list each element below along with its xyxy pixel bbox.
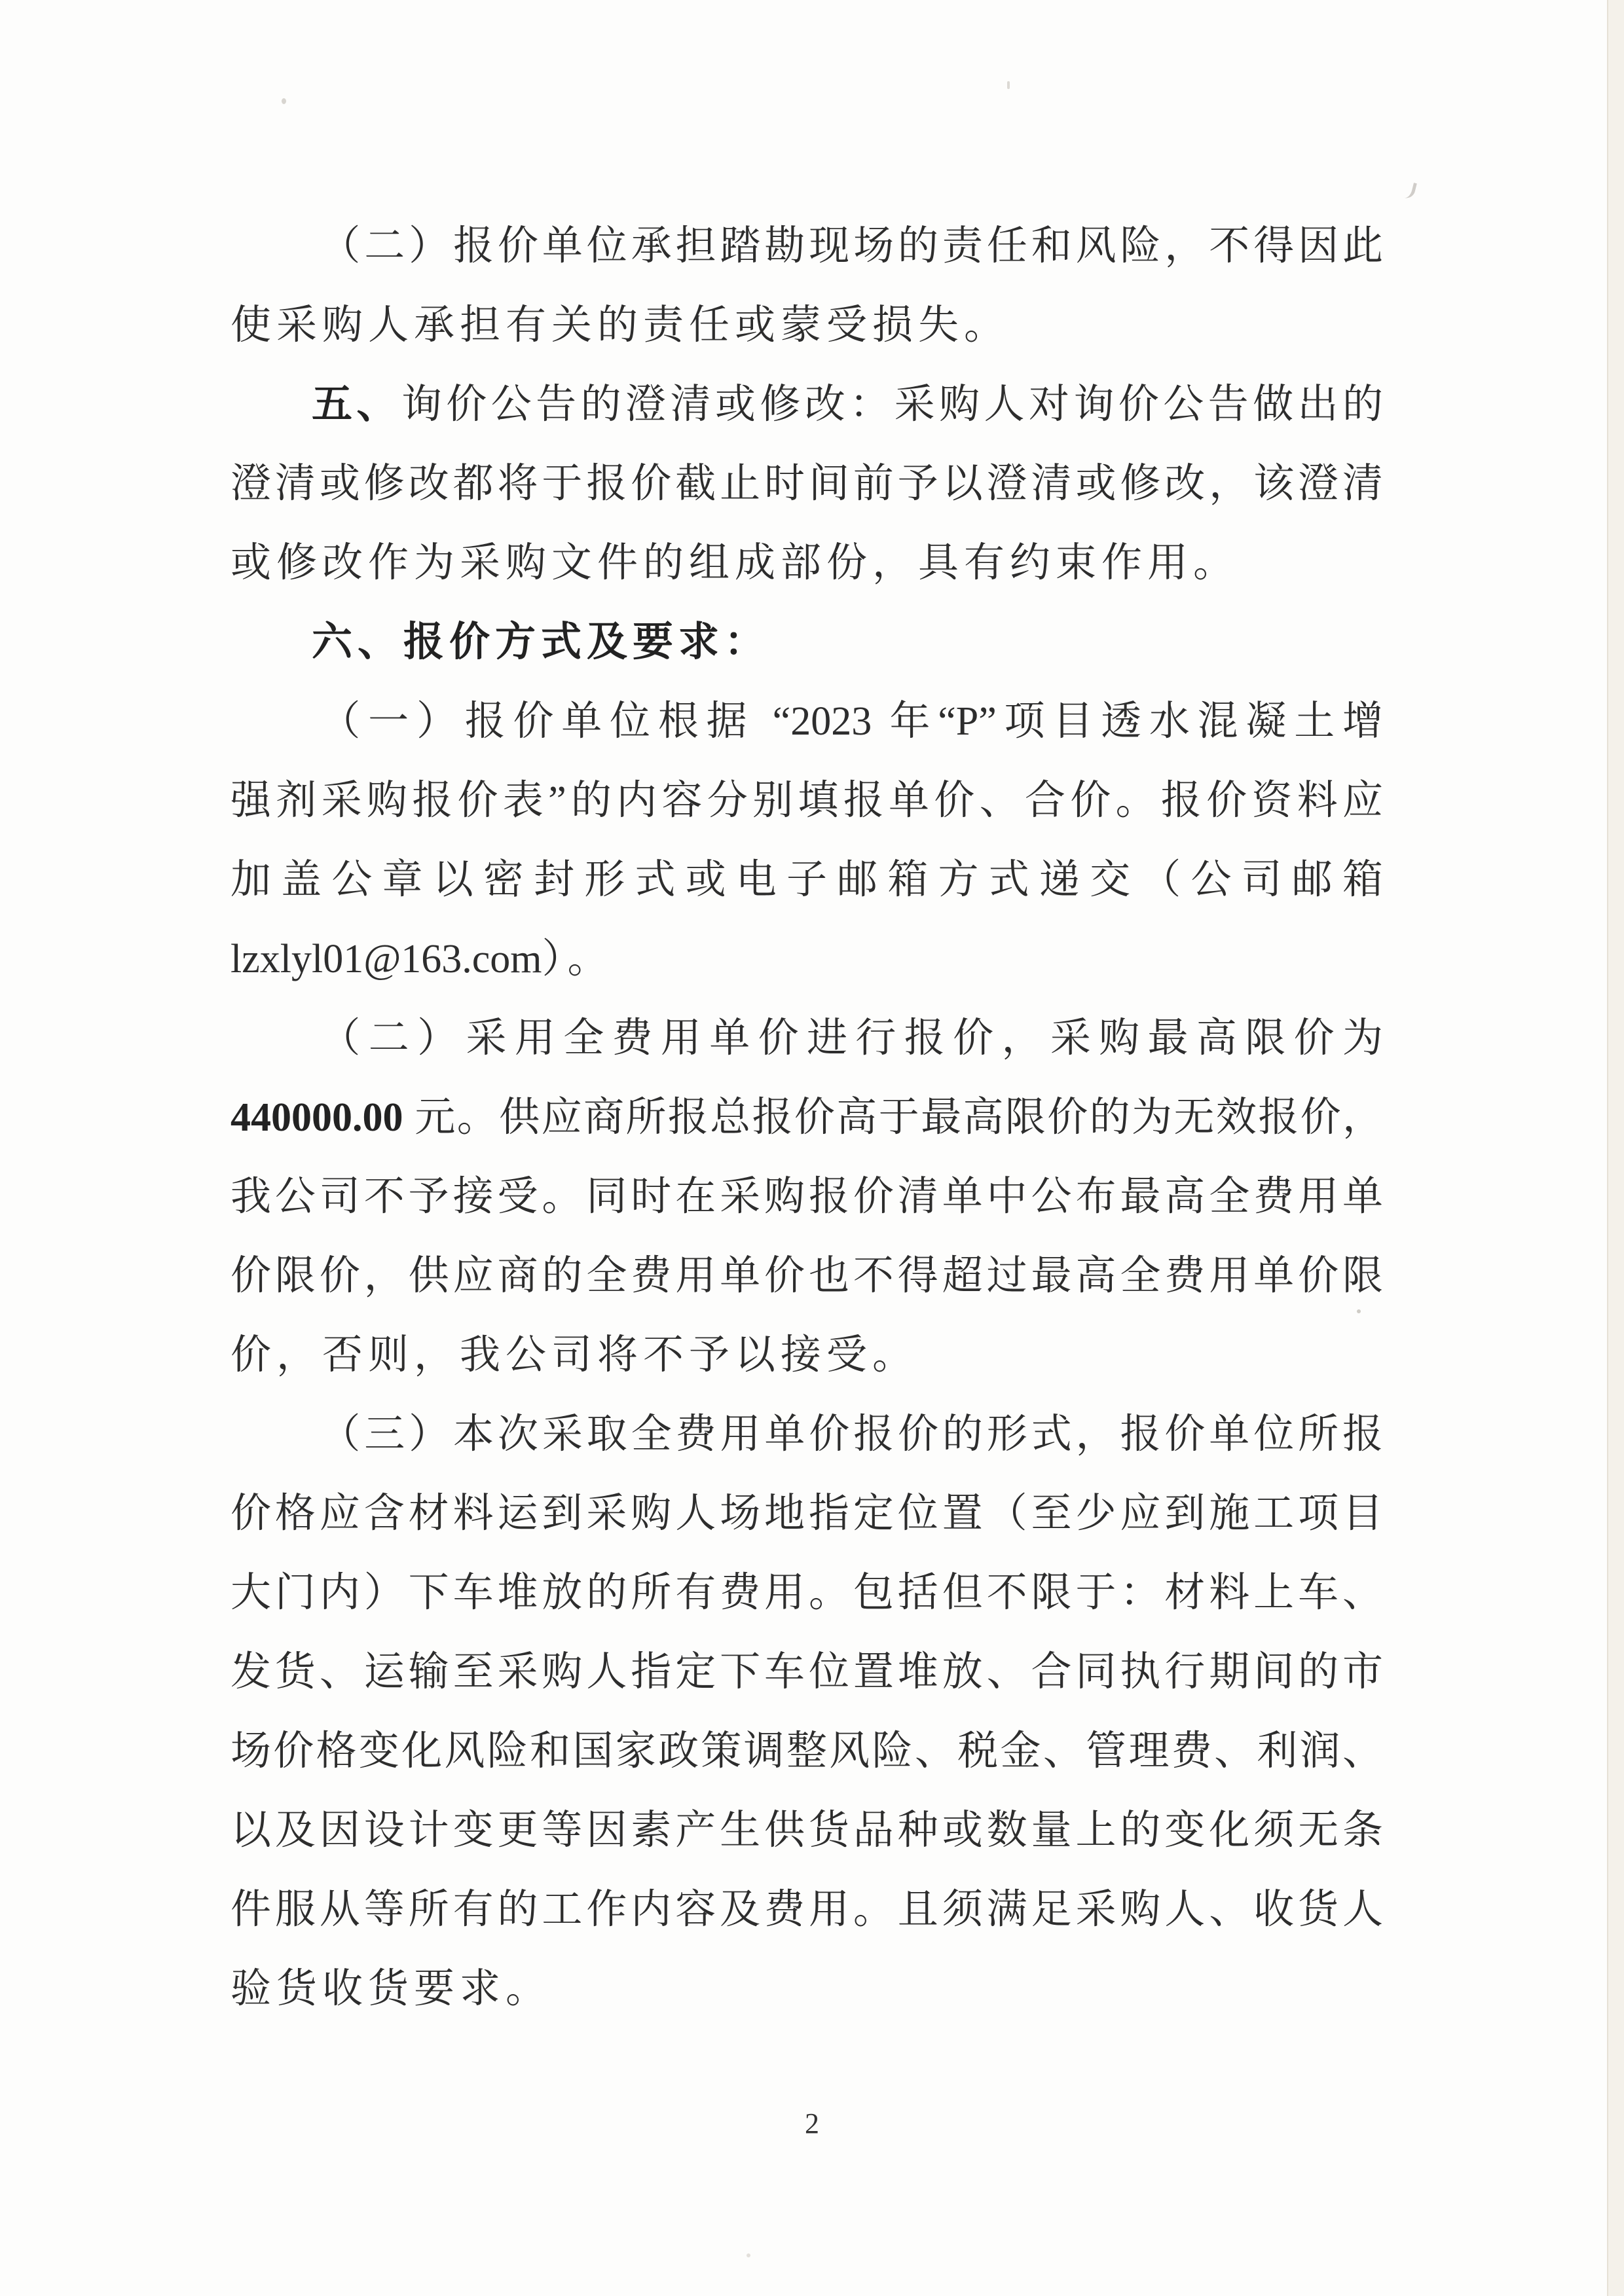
text-block [231,207,1383,2029]
text-segment: （二）报价单位承担踏勘现场的责任和风险，不得因此 [320,224,1383,268]
email-address: lzxlyl01@163.com [231,937,542,981]
max-price-amount: 440000.00 [231,1095,403,1140]
scan-artifact [1007,81,1010,89]
text-segment: 六、报价方式及要求： [312,620,771,665]
text-line [231,365,1383,445]
text-line [231,999,1383,1078]
text-line [231,603,1383,682]
text-line [231,1316,1383,1395]
text-line [231,841,1383,920]
text-line [231,524,1383,603]
text-segment: 场价格变化风险和国家政策调整风险、税金、管理费、利润、 [231,1729,1383,1774]
text-segment: 大门内）下车堆放的所有费用。包括但不限于：材料上车、 [231,1571,1383,1615]
text-segment: 或修改作为采购文件的组成部份，具有约束作用。 [231,541,1240,585]
text-line [231,1950,1383,2029]
text-line [231,1870,1383,1950]
text-segment: 元。供应商所报总报价高于最高限价的为无效报价， [403,1095,1383,1140]
text-segment: 价，否则，我公司将不予以接受。 [231,1333,919,1377]
text-segment: （三）本次采取全费用单价报价的形式，报价单位所报 [320,1412,1383,1457]
text-segment: 澄清或修改都将于报价截止时间前予以澄清或修改，该澄清 [231,462,1383,506]
text-segment: 验货收货要求。 [231,1967,552,2011]
text-segment: 询价公告的澄清或修改：采购人对询价公告做出的 [401,382,1383,427]
text-segment: 价限价，供应商的全费用单价也不得超过最高全费用单价限 [231,1254,1383,1298]
text-line [231,1157,1383,1237]
text-segment: 加盖公章以密封形式或电子邮箱方式递交（公司邮箱 [231,858,1383,902]
text-segment: 强剂采购报价表”的内容分别填报单价、合价。报价资料应 [231,778,1383,823]
text-line [231,920,1383,999]
text-line [231,1395,1383,1474]
text-segment: 价格应含材料运到采购人场地指定位置（至少应到施工项目 [231,1491,1383,1536]
text-line [231,1633,1383,1712]
text-line [231,1474,1383,1554]
text-segment: （一）报价单位根据 “2023 年“P”项目透水混凝土增 [320,699,1383,744]
text-segment: 发货、运输至采购人指定下车位置堆放、合同执行期间的市 [231,1650,1383,1694]
text-segment: （二）采用全费用单价进行报价，采购最高限价为 [320,1016,1383,1061]
text-line [231,286,1383,365]
text-line [231,1237,1383,1316]
text-line [231,1554,1383,1633]
scan-artifact [747,2253,750,2257]
page-number: 2 [805,2107,819,2140]
text-line [231,1791,1383,1870]
text-line [231,761,1383,841]
text-segment: ）。 [542,937,614,981]
text-segment: 以及因设计变更等因素产生供货品种或数量上的变化须无条 [231,1808,1383,1853]
text-line [231,207,1383,286]
scan-artifact [1403,181,1417,200]
text-segment: 件服从等所有的工作内容及费用。且须满足采购人、收货人 [231,1887,1383,1932]
text-line [231,1078,1383,1157]
text-line [231,1712,1383,1791]
scan-artifact [282,98,286,104]
text-segment: 我公司不予接受。同时在采购报价清单中公布最高全费用单 [231,1175,1383,1219]
text-segment: 五、 [312,382,401,427]
text-line [231,682,1383,761]
text-line [231,445,1383,524]
text-segment: 使采购人承担有关的责任或蒙受损失。 [231,303,1010,348]
scan-edge-strip [1607,0,1624,2296]
